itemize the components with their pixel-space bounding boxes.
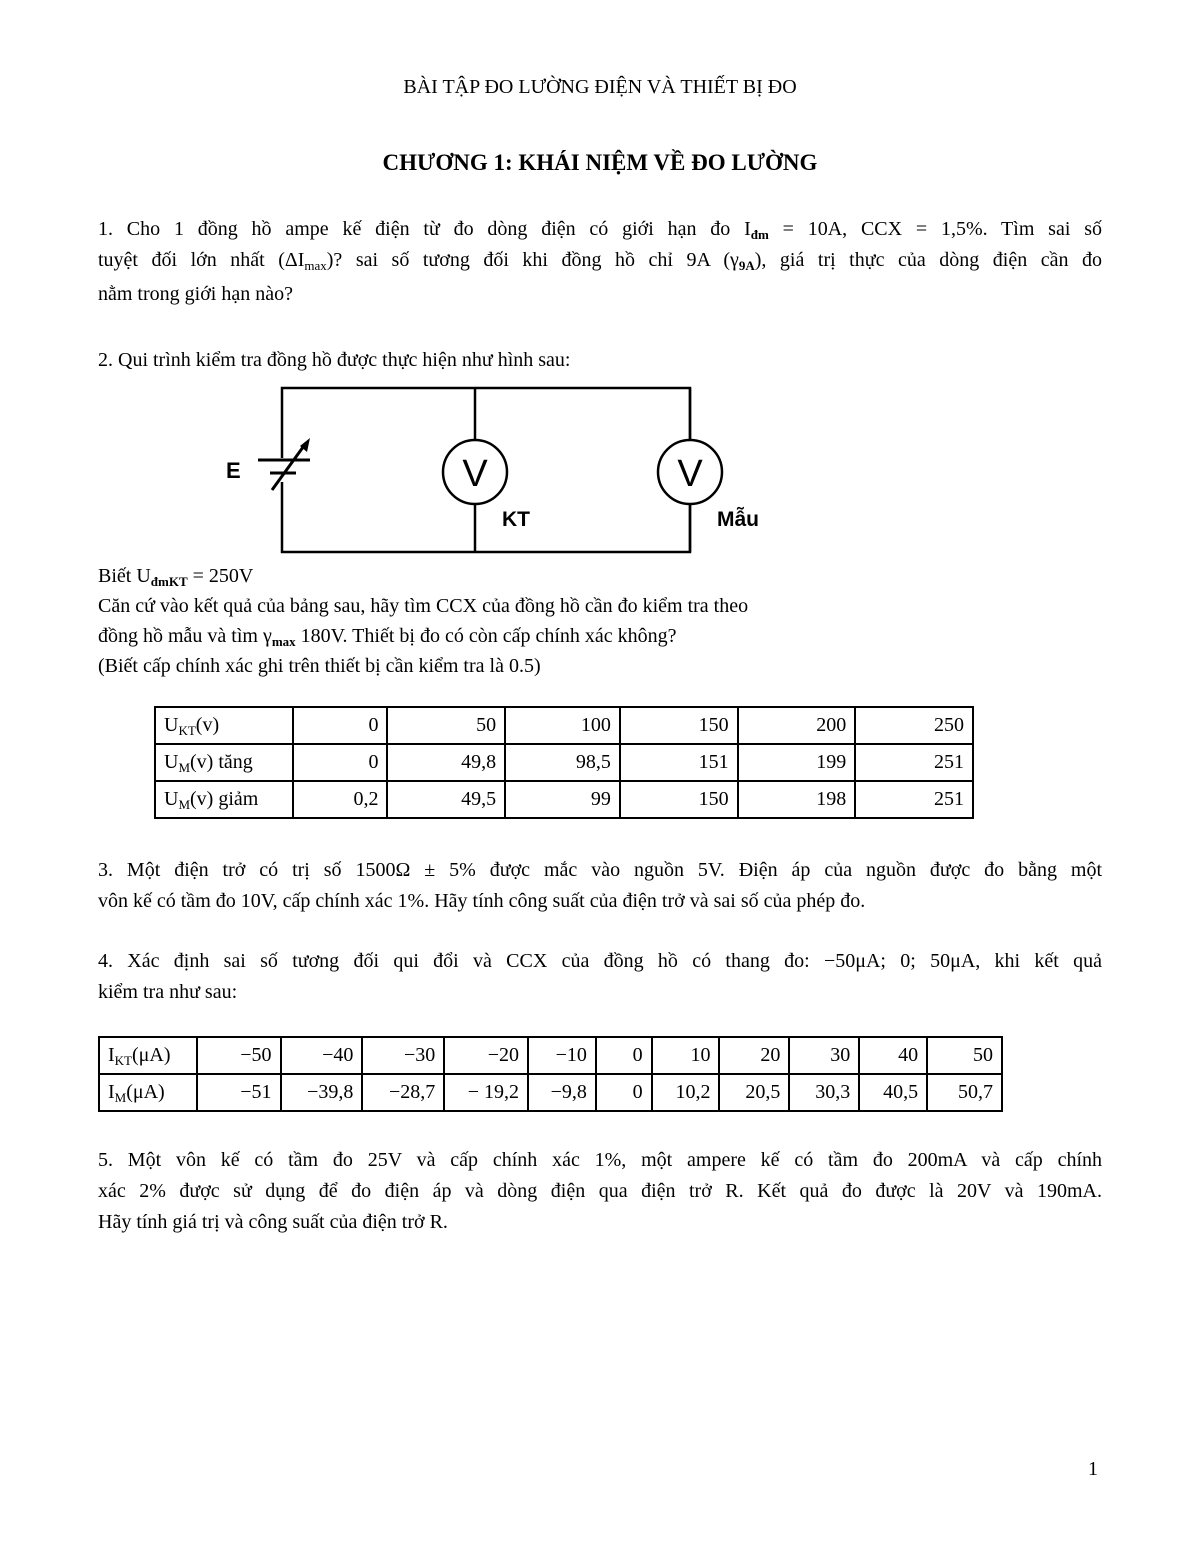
table-cell: 49,5 (387, 781, 505, 818)
meter-kt-label: KT (502, 508, 530, 531)
question-1 (98, 214, 1102, 310)
table-cell: 199 (738, 744, 856, 781)
table-cell: 50,7 (927, 1074, 1002, 1111)
question-2-task-line-2: đồng hồ mẫu và tìm $\gamma_{max}$ 180V. Thiết bị đo có còn cấp chính xác không? (98, 625, 677, 649)
row-header: $I_M(\mu A)$ (99, 1074, 197, 1111)
table-cell: 251 (855, 744, 973, 781)
table-cell: 100 (505, 707, 620, 744)
table-row (155, 707, 973, 744)
question-5-line-3: Hãy tính giá trị và công suất của điện trở R. (98, 1211, 448, 1233)
table-row (155, 744, 973, 781)
table-cell: 0,2 (293, 781, 388, 818)
question-3-line-1: 3. Một điện trở có trị số 1500Ω ± 5% được mắc vào nguồn 5V. Điện áp của nguồn được đo bằng một (98, 859, 1102, 881)
table-cell: 40 (859, 1037, 927, 1074)
voltmeter-mau-symbol: V (677, 453, 703, 495)
question-1-line-1: 1. Cho 1 đồng hồ ampe kế điện từ đo dòng điện có giới hạn đo $I_{đm} = 10A$, CCX = 1,5%. Tìm sai số (98, 218, 1102, 242)
table-cell: 30 (789, 1037, 859, 1074)
question-2-task-line-1: Căn cứ vào kết quả của bảng sau, hãy tìm CCX của đồng hồ cần đo kiểm tra theo (98, 595, 749, 617)
table-cell: 0 (596, 1074, 652, 1111)
table-cell: −51 (197, 1074, 281, 1111)
row-header: $U_{KT}(v)$ (155, 707, 293, 744)
circuit-diagram (210, 380, 759, 560)
question-1-line-3: nằm trong giới hạn nào? (98, 283, 293, 305)
variable-source-symbol (258, 438, 310, 490)
table-cell: −39,8 (281, 1074, 363, 1111)
question-4-line-2: kiểm tra như sau: (98, 981, 238, 1003)
chapter-title: CHƯƠNG 1: KHÁI NIỆM VỀ ĐO LƯỜNG (382, 150, 818, 175)
table-cell: 20,5 (719, 1074, 789, 1111)
table-cell: 151 (620, 744, 738, 781)
table-cell: 10 (652, 1037, 720, 1074)
table-row (99, 1074, 1002, 1111)
table-row (99, 1037, 1002, 1074)
question-5 (98, 1145, 1102, 1238)
table-cell: 20 (719, 1037, 789, 1074)
question-2-known-value: Biết $U_{đmKT} = 250V$ (98, 565, 254, 589)
table-cell: −10 (528, 1037, 596, 1074)
table-cell: −40 (281, 1037, 363, 1074)
table-cell: 0 (596, 1037, 652, 1074)
question-2-table (154, 706, 974, 819)
question-3-line-2: vôn kế có tầm đo 10V, cấp chính xác 1%. Hãy tính công suất của điện trở và sai số của phép đo. (98, 890, 866, 912)
table-cell: 98,5 (505, 744, 620, 781)
table-cell: 0 (293, 707, 388, 744)
row-header: $U_M(v)$ tăng (155, 744, 293, 781)
table-cell: 150 (620, 707, 738, 744)
question-2-task-line-3: (Biết cấp chính xác ghi trên thiết bị cần kiểm tra là 0.5) (98, 655, 541, 677)
row-header: $U_M(v)$ giảm (155, 781, 293, 818)
table-cell: −9,8 (528, 1074, 596, 1111)
table-cell: 251 (855, 781, 973, 818)
document-header: BÀI TẬP ĐO LƯỜNG ĐIỆN VÀ THIẾT BỊ ĐO (403, 76, 797, 98)
question-3 (98, 855, 1102, 917)
table-cell: 50 (927, 1037, 1002, 1074)
question-5-line-1: 5. Một vôn kế có tầm đo 25V và cấp chính xác 1%, một ampere kế có tầm đo 200mA và cấp chính (98, 1149, 1102, 1171)
table-cell: 49,8 (387, 744, 505, 781)
table-cell: −20 (444, 1037, 528, 1074)
table-cell: 0 (293, 744, 388, 781)
table-cell: 99 (505, 781, 620, 818)
table-cell: 40,5 (859, 1074, 927, 1111)
table-cell: 198 (738, 781, 856, 818)
question-4-table (98, 1036, 1003, 1112)
row-header: $I_{KT}(\mu A)$ (99, 1037, 197, 1074)
table-row (155, 781, 973, 818)
question-4-line-1: 4. Xác định sai số tương đối qui đổi và CCX của đồng hồ có thang đo: −50μA; 0; 50μA, khi kết quả (98, 950, 1102, 972)
table-cell: −50 (197, 1037, 281, 1074)
table-cell: 200 (738, 707, 856, 744)
question-2-intro: 2. Qui trình kiểm tra đồng hồ được thực hiện như hình sau: (98, 349, 571, 371)
table-cell: 50 (387, 707, 505, 744)
voltmeter-kt-symbol: V (462, 453, 488, 495)
table-cell: −28,7 (362, 1074, 444, 1111)
meter-mau-label: Mẫu (717, 508, 759, 531)
page-number: 1 (1088, 1458, 1098, 1480)
table-cell: 10,2 (652, 1074, 720, 1111)
table-cell: 250 (855, 707, 973, 744)
table-cell: −30 (362, 1037, 444, 1074)
source-label: E (226, 458, 241, 483)
question-1-line-2: tuyệt đối lớn nhất $(\Delta I_{max})$? sai số tương đối khi đồng hồ chỉ 9A $(\gamma_{9A})$, giá trị thực của dòng điện cần đo (98, 249, 1102, 273)
table-cell: 150 (620, 781, 738, 818)
table-cell: 30,3 (789, 1074, 859, 1111)
question-5-line-2: xác 2% được sử dụng để đo điện áp và dòng điện qua điện trở R. Kết quả đo được là 20V và 190mA. (98, 1180, 1102, 1202)
table-cell: − 19,2 (444, 1074, 528, 1111)
question-4 (98, 946, 1102, 1008)
